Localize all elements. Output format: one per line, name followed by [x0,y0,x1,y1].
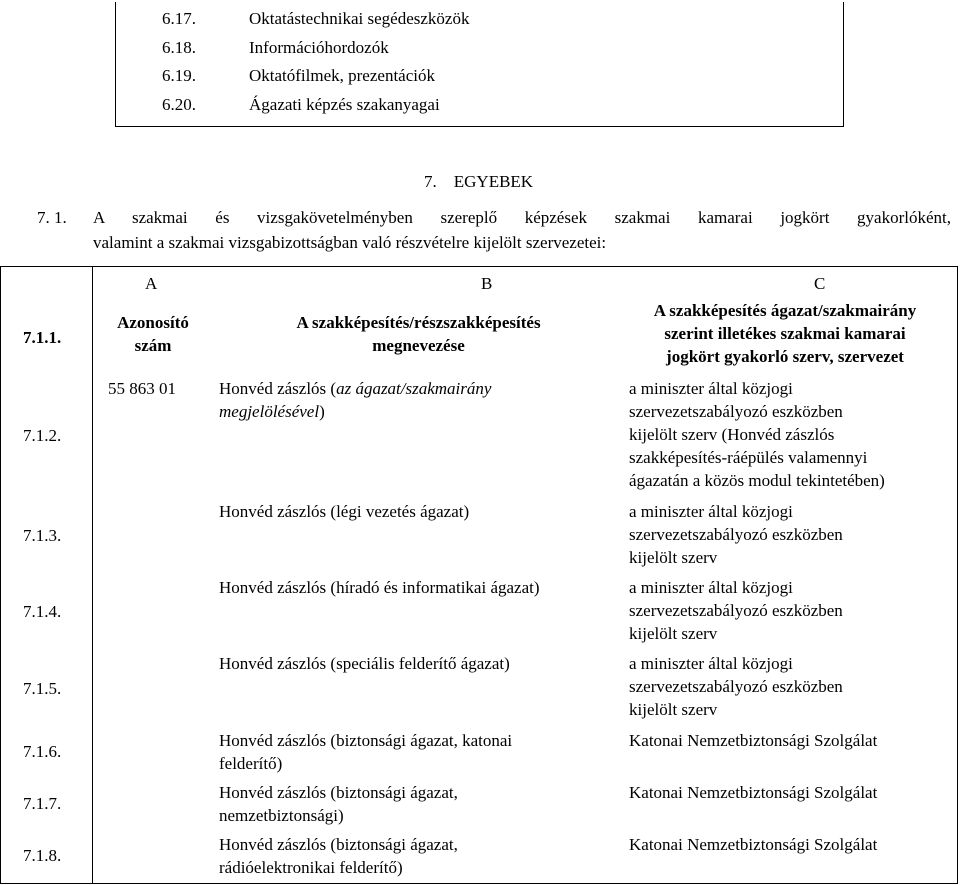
list-item-number: 6.20. [162,95,196,114]
responsible-organization [629,377,885,492]
row-number: 7.1.7. [23,794,62,813]
header-col-a-line: Azonosító [117,313,189,332]
organization-line: a miniszter által közjogi [629,578,793,597]
list-item-number: 6.18. [162,38,196,57]
qualification-line: rádióelektronikai felderítő) [219,858,403,877]
paragraph-line-1: A szakmai és vizsgakövetelményben szereplő képzések szakmai kamarai jogkört gyakorlóként, [93,208,951,227]
row-number: 7.1.6. [23,742,62,761]
responsible-organization: Katonai Nemzetbiztonsági Szolgálat [629,835,878,854]
row-number: 7.1.4. [23,602,62,621]
qualification-text: ) [319,402,325,421]
organization-line: a miniszter által közjogi [629,502,793,521]
row-number: 7.1.5. [23,679,62,698]
responsible-organization: Katonai Nemzetbiztonsági Szolgálat [629,783,878,802]
responsible-organization [629,652,843,721]
qualification-name: Honvéd zászlós (híradó és informatikai ágazat) [219,578,540,597]
list-item-label: Ágazati képzés szakanyagai [249,95,440,114]
header-col-b-line: megnevezése [372,336,465,355]
row-number: 7.1.3. [23,526,62,545]
organization-line: kijelölt szerv [629,548,718,567]
paragraph-number: 7. 1. [37,208,67,227]
qualification-name [219,729,512,775]
row-number: 7.1.2. [23,426,62,445]
qualification-line: nemzetbiztonsági) [219,806,344,825]
header-col-c-line: A szakképesítés ágazat/szakmairány [653,301,917,320]
qualification-italic: megjelölésével [219,402,320,421]
section-title: 7. EGYEBEK [424,172,534,191]
qualification-line: Honvéd zászlós (biztonsági ágazat, [219,835,458,854]
row-number: 7.1.1. [23,328,62,347]
header-col-c-line: jogkört gyakorló szerv, szervezet [666,347,904,366]
organization-line: szervezetszabályozó eszközben [629,525,843,544]
qualification-text: Honvéd zászlós ( [219,379,337,398]
organization-line: szakképesítés-ráépülés valamennyi [629,448,868,467]
organization-line: szervezetszabályozó eszközben [629,677,843,696]
header-col-b-line: A szakképesítés/részszakképesítés [296,313,541,332]
column-letter-c: C [814,274,826,293]
header-col-c-line: szerint illetékes szakmai kamarai [664,324,906,343]
header-col-b [226,311,611,357]
list-item-number: 6.19. [162,66,196,85]
responsible-organization [629,500,843,569]
list-item-number: 6.17. [162,9,196,28]
list-item-label: Információhordozók [249,38,389,57]
qualification-line: Honvéd zászlós (biztonsági ágazat, [219,783,458,802]
organization-line: ágazatán a közös modul tekintetében) [629,471,885,490]
qualification-name [219,833,458,879]
organization-line: a miniszter által közjogi [629,379,793,398]
organization-line: a miniszter által közjogi [629,654,793,673]
organization-line: szervezetszabályozó eszközben [629,402,843,421]
paragraph-line-2: valamint a szakmai vizsgabizottságban való részvételre kijelölt szervezetei: [93,233,607,252]
organization-line: kijelölt szerv [629,624,718,643]
list-item-label: Oktatófilmek, prezentációk [249,66,435,85]
top-list-box [115,2,844,127]
qualification-name: Honvéd zászlós (speciális felderítő ágazat) [219,654,510,673]
header-col-a-line: szám [134,336,172,355]
qualification-name [219,781,458,827]
qualification-name [219,377,491,423]
qualification-line: Honvéd zászlós (biztonsági ágazat, katonai [219,731,513,750]
column-letter-b: B [481,274,493,293]
responsible-organization [629,576,843,645]
organization-line: kijelölt szerv [629,700,718,719]
identifier-number: 55 863 01 [108,379,176,398]
responsible-organization: Katonai Nemzetbiztonsági Szolgálat [629,731,878,750]
qualification-name: Honvéd zászlós (légi vezetés ágazat) [219,502,470,521]
qualification-italic: az ágazat/szakmairány [336,379,492,398]
list-item-label: Oktatástechnikai segédeszközök [249,9,470,28]
qualification-line: felderítő) [219,754,283,773]
row-number: 7.1.8. [23,846,62,865]
header-col-a [98,311,208,357]
header-col-c [618,299,952,368]
organization-line: szervezetszabályozó eszközben [629,601,843,620]
column-letter-a: A [145,274,158,293]
organization-line: kijelölt szerv (Honvéd zászlós [629,425,835,444]
table-column-divider [92,266,93,884]
